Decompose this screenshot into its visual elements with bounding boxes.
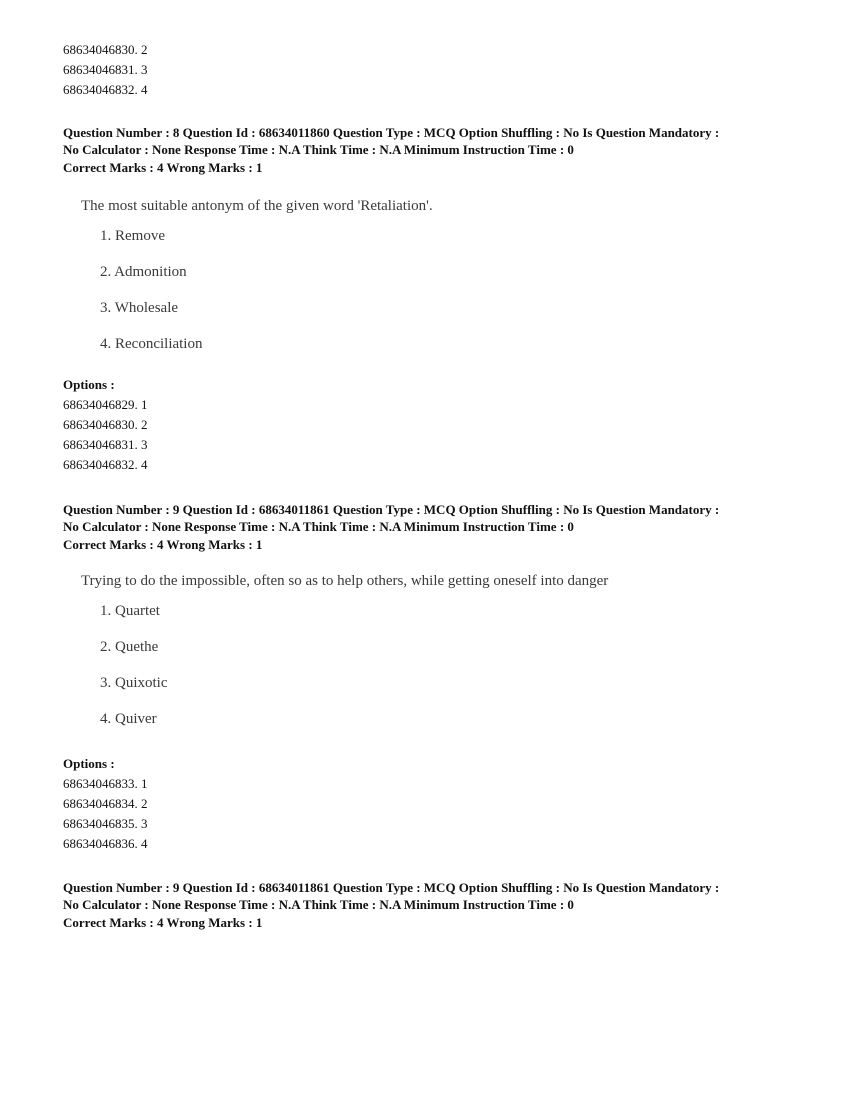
options-label: Options :: [63, 756, 115, 771]
option-line: 68634046829. 1: [63, 397, 148, 412]
answer-choice: 4. Reconciliation: [100, 336, 203, 352]
question-block: [63, 501, 719, 737]
options-block: [63, 754, 148, 854]
answer-choice: 4. Quiver: [100, 711, 157, 727]
question-header-line: Question Number : 9 Question Id : 68634011861 Question Type : MCQ Option Shuffling : No Is Question Mandatory :: [63, 502, 720, 517]
option-line: 68634046834. 2: [63, 796, 148, 811]
question-body: [63, 194, 719, 362]
question-header: [63, 501, 719, 555]
option-line: 68634046832. 4: [63, 457, 148, 472]
question-block: [63, 124, 719, 362]
option-line: 68634046830. 2: [63, 417, 148, 432]
answer-choice: 3. Wholesale: [100, 300, 179, 316]
question-stem: The most suitable antonym of the given word 'Retaliation'.: [81, 198, 433, 214]
option-line: 68634046833. 1: [63, 776, 148, 791]
question-header-line: Question Number : 9 Question Id : 68634011861 Question Type : MCQ Option Shuffling : No Is Question Mandatory :: [63, 880, 720, 895]
answer-choice: 3. Quixotic: [100, 675, 168, 691]
option-line: 68634046831. 3: [63, 62, 148, 77]
answer-choice: 1. Quartet: [100, 603, 160, 619]
question-stem: Trying to do the impossible, often so as to help others, while getting oneself into danger: [81, 573, 609, 589]
answer-choice: 1. Remove: [100, 228, 165, 244]
question-marks: Correct Marks : 4 Wrong Marks : 1: [63, 160, 263, 175]
question-marks: Correct Marks : 4 Wrong Marks : 1: [63, 915, 263, 930]
document-page: [63, 40, 803, 930]
options-label: Options :: [63, 377, 115, 392]
question-marks: Correct Marks : 4 Wrong Marks : 1: [63, 537, 263, 552]
option-line: 68634046831. 3: [63, 437, 148, 452]
option-line: 68634046835. 3: [63, 816, 148, 831]
option-line: 68634046830. 2: [63, 42, 148, 57]
question-header-line: Question Number : 8 Question Id : 68634011860 Question Type : MCQ Option Shuffling : No Is Question Mandatory :: [63, 125, 720, 140]
answer-choice: 2. Quethe: [100, 639, 159, 655]
question-header: [63, 879, 719, 933]
options-block: [63, 375, 148, 475]
question-header: [63, 124, 719, 178]
answer-choice: 2. Admonition: [100, 264, 187, 280]
previous-options-list: [63, 40, 803, 100]
option-line: 68634046836. 4: [63, 836, 148, 851]
question-header-line: No Calculator : None Response Time : N.A Think Time : N.A Minimum Instruction Time : 0: [63, 519, 574, 534]
question-header-line: No Calculator : None Response Time : N.A Think Time : N.A Minimum Instruction Time : 0: [63, 142, 574, 157]
question-body: [63, 569, 719, 737]
option-line: 68634046832. 4: [63, 82, 148, 97]
question-header-line: No Calculator : None Response Time : N.A Think Time : N.A Minimum Instruction Time : 0: [63, 897, 574, 912]
question-block: [63, 879, 719, 933]
